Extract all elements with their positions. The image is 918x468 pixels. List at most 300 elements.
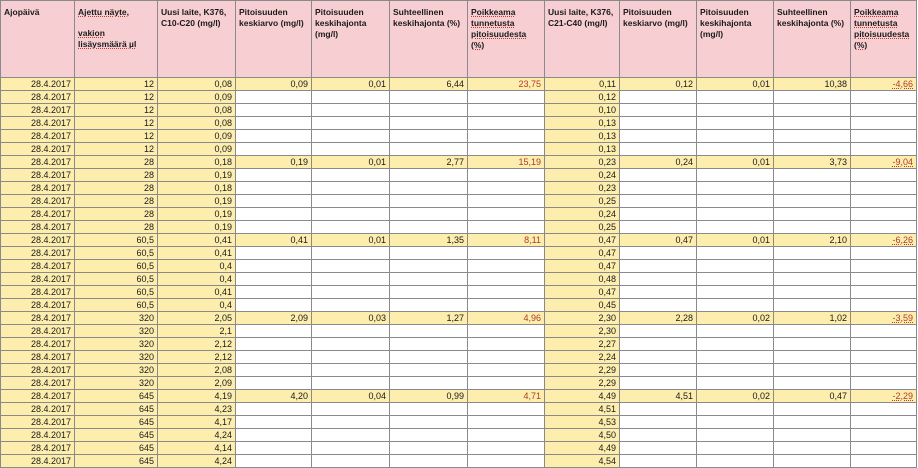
cell-rsd-2[interactable]: 0,47 [774,390,851,403]
cell-date[interactable]: 28.4.2017 [1,455,75,468]
cell-date[interactable]: 28.4.2017 [1,195,75,208]
cell-avg-2[interactable] [620,286,697,299]
cell-date[interactable]: 28.4.2017 [1,169,75,182]
cell-sd-2[interactable] [697,416,774,429]
cell-sample-volume[interactable]: 12 [75,78,158,91]
cell-deviation-2[interactable] [851,377,917,390]
cell-sd-2[interactable] [697,260,774,273]
cell-c21-c40[interactable]: 2,30 [545,325,620,338]
cell-sample-volume[interactable]: 60,5 [75,273,158,286]
cell-sample-volume[interactable]: 320 [75,325,158,338]
header-deviation-2[interactable]: Poikkeama tunnetusta pitoisuudesta (%) [851,1,917,78]
header-deviation-1[interactable]: Poikkeama tunnetusta pitoisuudesta (%) [468,1,545,78]
cell-date[interactable]: 28.4.2017 [1,78,75,91]
cell-rsd-2[interactable] [774,130,851,143]
cell-deviation-2[interactable] [851,182,917,195]
cell-deviation-2[interactable] [851,338,917,351]
cell-sd-2[interactable] [697,117,774,130]
cell-avg-1[interactable] [236,91,312,104]
cell-rsd-1[interactable] [390,455,468,468]
cell-avg-1[interactable]: 0,19 [236,156,312,169]
cell-avg-2[interactable] [620,221,697,234]
cell-sd-2[interactable] [697,455,774,468]
cell-rsd-2[interactable]: 1,02 [774,312,851,325]
cell-date[interactable]: 28.4.2017 [1,182,75,195]
cell-sample-volume[interactable]: 320 [75,351,158,364]
cell-sample-volume[interactable]: 28 [75,169,158,182]
cell-deviation-1[interactable] [468,416,545,429]
cell-c10-c20[interactable]: 0,4 [158,299,236,312]
cell-date[interactable]: 28.4.2017 [1,442,75,455]
header-rsd-1[interactable]: Suhteellinen keskihajonta (%) [390,1,468,78]
cell-sample-volume[interactable]: 28 [75,156,158,169]
cell-c21-c40[interactable]: 4,49 [545,442,620,455]
cell-c21-c40[interactable]: 0,47 [545,286,620,299]
cell-date[interactable]: 28.4.2017 [1,325,75,338]
cell-c21-c40[interactable]: 4,51 [545,403,620,416]
cell-c21-c40[interactable]: 0,25 [545,221,620,234]
cell-c21-c40[interactable]: 2,24 [545,351,620,364]
cell-rsd-2[interactable] [774,325,851,338]
cell-c10-c20[interactable]: 0,18 [158,182,236,195]
cell-sd-2[interactable] [697,91,774,104]
cell-rsd-2[interactable] [774,442,851,455]
cell-deviation-2[interactable] [851,286,917,299]
cell-sample-volume[interactable]: 12 [75,91,158,104]
cell-deviation-2[interactable] [851,247,917,260]
cell-date[interactable]: 28.4.2017 [1,104,75,117]
cell-rsd-1[interactable] [390,338,468,351]
cell-c10-c20[interactable]: 2,09 [158,377,236,390]
cell-c21-c40[interactable]: 0,47 [545,234,620,247]
cell-avg-1[interactable] [236,221,312,234]
cell-sample-volume[interactable]: 12 [75,104,158,117]
cell-sd-2[interactable] [697,377,774,390]
cell-date[interactable]: 28.4.2017 [1,208,75,221]
cell-rsd-1[interactable] [390,442,468,455]
cell-avg-2[interactable] [620,416,697,429]
cell-date[interactable]: 28.4.2017 [1,338,75,351]
cell-avg-2[interactable] [620,429,697,442]
cell-rsd-1[interactable] [390,104,468,117]
cell-deviation-1[interactable] [468,143,545,156]
cell-avg-1[interactable]: 0,41 [236,234,312,247]
cell-c10-c20[interactable]: 4,19 [158,390,236,403]
cell-avg-1[interactable] [236,273,312,286]
cell-c10-c20[interactable]: 0,18 [158,156,236,169]
cell-sd-1[interactable] [312,260,390,273]
cell-avg-1[interactable] [236,416,312,429]
header-sd-1[interactable]: Pitoisuuden keskihajonta (mg/l) [312,1,390,78]
cell-sd-1[interactable] [312,377,390,390]
cell-avg-2[interactable] [620,455,697,468]
cell-avg-2[interactable] [620,403,697,416]
cell-date[interactable]: 28.4.2017 [1,299,75,312]
cell-sd-1[interactable]: 0,03 [312,312,390,325]
cell-deviation-1[interactable] [468,260,545,273]
cell-sd-2[interactable] [697,221,774,234]
cell-c10-c20[interactable]: 0,19 [158,208,236,221]
cell-sample-volume[interactable]: 320 [75,338,158,351]
cell-deviation-2[interactable]: -3,59 [851,312,917,325]
cell-c10-c20[interactable]: 0,19 [158,195,236,208]
cell-sd-2[interactable] [697,338,774,351]
cell-sample-volume[interactable]: 28 [75,195,158,208]
cell-rsd-2[interactable] [774,299,851,312]
cell-c21-c40[interactable]: 0,13 [545,117,620,130]
cell-date[interactable]: 28.4.2017 [1,286,75,299]
cell-c21-c40[interactable]: 0,47 [545,260,620,273]
cell-date[interactable]: 28.4.2017 [1,390,75,403]
cell-rsd-1[interactable] [390,195,468,208]
cell-c10-c20[interactable]: 0,08 [158,117,236,130]
cell-sd-2[interactable] [697,273,774,286]
cell-rsd-2[interactable] [774,416,851,429]
cell-deviation-2[interactable] [851,403,917,416]
cell-rsd-2[interactable] [774,338,851,351]
cell-c21-c40[interactable]: 0,48 [545,273,620,286]
cell-avg-2[interactable] [620,182,697,195]
cell-deviation-1[interactable] [468,169,545,182]
cell-deviation-2[interactable] [851,455,917,468]
cell-deviation-1[interactable] [468,247,545,260]
cell-deviation-2[interactable] [851,221,917,234]
cell-deviation-2[interactable] [851,416,917,429]
cell-sample-volume[interactable]: 320 [75,364,158,377]
cell-c21-c40[interactable]: 0,10 [545,104,620,117]
cell-rsd-1[interactable] [390,182,468,195]
cell-date[interactable]: 28.4.2017 [1,234,75,247]
cell-rsd-2[interactable] [774,117,851,130]
cell-deviation-2[interactable]: -6,26 [851,234,917,247]
cell-sample-volume[interactable]: 60,5 [75,234,158,247]
cell-deviation-1[interactable]: 15,19 [468,156,545,169]
cell-deviation-1[interactable] [468,104,545,117]
cell-deviation-1[interactable] [468,91,545,104]
cell-avg-1[interactable] [236,338,312,351]
cell-c10-c20[interactable]: 0,19 [158,221,236,234]
cell-rsd-2[interactable] [774,182,851,195]
cell-sd-2[interactable] [697,104,774,117]
header-date[interactable]: Ajopäivä [1,1,75,78]
cell-sd-2[interactable] [697,169,774,182]
cell-c10-c20[interactable]: 4,17 [158,416,236,429]
cell-sd-2[interactable] [697,325,774,338]
cell-avg-2[interactable] [620,442,697,455]
cell-c10-c20[interactable]: 0,08 [158,104,236,117]
header-rsd-2[interactable]: Suhteellinen keskihajonta (%) [774,1,851,78]
cell-sd-1[interactable] [312,130,390,143]
cell-sd-2[interactable] [697,299,774,312]
cell-deviation-2[interactable]: -4,66 [851,78,917,91]
cell-deviation-2[interactable] [851,429,917,442]
cell-deviation-1[interactable] [468,351,545,364]
cell-rsd-1[interactable]: 0,99 [390,390,468,403]
cell-avg-1[interactable] [236,364,312,377]
header-c10-c20[interactable]: Uusi laite, K376, C10-C20 (mg/l) [158,1,236,78]
cell-avg-2[interactable] [620,91,697,104]
cell-date[interactable]: 28.4.2017 [1,416,75,429]
cell-avg-1[interactable] [236,429,312,442]
cell-rsd-1[interactable] [390,260,468,273]
cell-rsd-2[interactable] [774,260,851,273]
cell-deviation-2[interactable] [851,208,917,221]
cell-sd-1[interactable]: 0,01 [312,156,390,169]
cell-c21-c40[interactable]: 0,13 [545,143,620,156]
cell-date[interactable]: 28.4.2017 [1,143,75,156]
cell-c10-c20[interactable]: 2,08 [158,364,236,377]
cell-c21-c40[interactable]: 2,27 [545,338,620,351]
cell-rsd-2[interactable] [774,377,851,390]
cell-avg-1[interactable] [236,169,312,182]
header-c21-c40[interactable]: Uusi laite, K376, C21-C40 (mg/l) [545,1,620,78]
cell-rsd-1[interactable] [390,325,468,338]
cell-rsd-1[interactable]: 2,77 [390,156,468,169]
cell-sd-1[interactable] [312,169,390,182]
cell-deviation-1[interactable] [468,221,545,234]
cell-sd-1[interactable] [312,442,390,455]
cell-avg-2[interactable] [620,325,697,338]
cell-avg-2[interactable] [620,169,697,182]
cell-avg-2[interactable] [620,130,697,143]
header-sample[interactable]: Ajettu näyte, vakion lisäysmäärä µl [75,1,158,78]
cell-rsd-1[interactable] [390,221,468,234]
cell-sd-1[interactable] [312,429,390,442]
cell-deviation-2[interactable] [851,130,917,143]
header-sd-2[interactable]: Pitoisuuden keskihajonta (mg/l) [697,1,774,78]
cell-avg-2[interactable] [620,117,697,130]
cell-sample-volume[interactable]: 28 [75,208,158,221]
cell-deviation-2[interactable] [851,364,917,377]
cell-c21-c40[interactable]: 0,24 [545,169,620,182]
cell-avg-2[interactable] [620,260,697,273]
cell-rsd-2[interactable] [774,351,851,364]
cell-sd-1[interactable] [312,104,390,117]
cell-c21-c40[interactable]: 0,24 [545,208,620,221]
cell-rsd-1[interactable] [390,416,468,429]
cell-sample-volume[interactable]: 320 [75,312,158,325]
cell-deviation-1[interactable] [468,377,545,390]
cell-rsd-2[interactable] [774,403,851,416]
cell-c10-c20[interactable]: 0,41 [158,286,236,299]
cell-avg-2[interactable]: 0,47 [620,234,697,247]
cell-rsd-1[interactable] [390,299,468,312]
cell-avg-2[interactable] [620,364,697,377]
cell-c10-c20[interactable]: 0,19 [158,169,236,182]
header-avg-2[interactable]: Pitoisuuden keskiarvo (mg/l) [620,1,697,78]
cell-rsd-1[interactable] [390,208,468,221]
cell-deviation-1[interactable] [468,325,545,338]
cell-sample-volume[interactable]: 645 [75,429,158,442]
cell-avg-2[interactable] [620,351,697,364]
cell-sd-1[interactable] [312,221,390,234]
cell-deviation-2[interactable] [851,325,917,338]
cell-deviation-2[interactable] [851,169,917,182]
cell-avg-1[interactable] [236,442,312,455]
cell-rsd-2[interactable] [774,143,851,156]
cell-deviation-1[interactable] [468,364,545,377]
cell-sample-volume[interactable]: 28 [75,182,158,195]
cell-avg-2[interactable] [620,273,697,286]
cell-rsd-2[interactable]: 10,38 [774,78,851,91]
cell-deviation-1[interactable] [468,442,545,455]
cell-date[interactable]: 28.4.2017 [1,351,75,364]
cell-c10-c20[interactable]: 0,09 [158,91,236,104]
cell-avg-1[interactable]: 2,09 [236,312,312,325]
cell-sd-2[interactable]: 0,01 [697,234,774,247]
cell-c10-c20[interactable]: 0,41 [158,234,236,247]
cell-c21-c40[interactable]: 4,53 [545,416,620,429]
cell-date[interactable]: 28.4.2017 [1,117,75,130]
cell-sample-volume[interactable]: 645 [75,442,158,455]
cell-avg-1[interactable]: 0,09 [236,78,312,91]
cell-avg-2[interactable]: 4,51 [620,390,697,403]
cell-c21-c40[interactable]: 4,50 [545,429,620,442]
cell-avg-1[interactable] [236,299,312,312]
cell-deviation-1[interactable] [468,299,545,312]
cell-sample-volume[interactable]: 12 [75,130,158,143]
cell-c21-c40[interactable]: 0,23 [545,182,620,195]
cell-c21-c40[interactable]: 2,30 [545,312,620,325]
cell-rsd-2[interactable] [774,208,851,221]
cell-c10-c20[interactable]: 0,4 [158,273,236,286]
cell-rsd-1[interactable]: 1,35 [390,234,468,247]
cell-rsd-1[interactable] [390,364,468,377]
cell-avg-1[interactable] [236,182,312,195]
cell-deviation-2[interactable]: -2,29 [851,390,917,403]
cell-sd-1[interactable] [312,338,390,351]
cell-c10-c20[interactable]: 0,4 [158,260,236,273]
cell-date[interactable]: 28.4.2017 [1,403,75,416]
cell-avg-1[interactable] [236,143,312,156]
cell-deviation-1[interactable] [468,195,545,208]
cell-deviation-2[interactable] [851,104,917,117]
cell-sd-1[interactable] [312,455,390,468]
cell-avg-1[interactable]: 4,20 [236,390,312,403]
cell-sample-volume[interactable]: 60,5 [75,299,158,312]
cell-rsd-1[interactable] [390,91,468,104]
cell-rsd-2[interactable] [774,429,851,442]
cell-sd-2[interactable]: 0,01 [697,156,774,169]
cell-deviation-2[interactable] [851,117,917,130]
cell-c10-c20[interactable]: 4,14 [158,442,236,455]
cell-sample-volume[interactable]: 60,5 [75,247,158,260]
cell-avg-2[interactable] [620,338,697,351]
cell-date[interactable]: 28.4.2017 [1,156,75,169]
cell-c10-c20[interactable]: 4,24 [158,455,236,468]
cell-sd-2[interactable]: 0,01 [697,78,774,91]
cell-date[interactable]: 28.4.2017 [1,260,75,273]
cell-rsd-1[interactable] [390,286,468,299]
cell-rsd-2[interactable]: 2,10 [774,234,851,247]
cell-avg-2[interactable]: 0,12 [620,78,697,91]
cell-sd-1[interactable] [312,208,390,221]
cell-c10-c20[interactable]: 0,09 [158,143,236,156]
cell-deviation-2[interactable] [851,91,917,104]
cell-c10-c20[interactable]: 2,12 [158,351,236,364]
cell-sd-2[interactable] [697,286,774,299]
cell-deviation-2[interactable] [851,442,917,455]
cell-sd-1[interactable] [312,117,390,130]
cell-sd-1[interactable] [312,182,390,195]
cell-sd-2[interactable] [697,195,774,208]
cell-date[interactable]: 28.4.2017 [1,377,75,390]
cell-sd-1[interactable] [312,351,390,364]
cell-avg-2[interactable]: 2,28 [620,312,697,325]
cell-date[interactable]: 28.4.2017 [1,247,75,260]
cell-deviation-1[interactable] [468,403,545,416]
cell-date[interactable]: 28.4.2017 [1,429,75,442]
cell-sample-volume[interactable]: 645 [75,403,158,416]
cell-deviation-2[interactable] [851,195,917,208]
cell-rsd-1[interactable] [390,377,468,390]
cell-sd-1[interactable] [312,247,390,260]
cell-avg-1[interactable] [236,195,312,208]
cell-avg-1[interactable] [236,247,312,260]
cell-c10-c20[interactable]: 4,24 [158,429,236,442]
cell-avg-1[interactable] [236,377,312,390]
cell-sd-2[interactable] [697,247,774,260]
cell-date[interactable]: 28.4.2017 [1,364,75,377]
cell-sd-1[interactable] [312,286,390,299]
cell-avg-1[interactable] [236,286,312,299]
cell-c21-c40[interactable]: 4,54 [545,455,620,468]
cell-sample-volume[interactable]: 645 [75,455,158,468]
cell-c21-c40[interactable]: 0,25 [545,195,620,208]
cell-sample-volume[interactable]: 12 [75,143,158,156]
cell-avg-2[interactable] [620,195,697,208]
cell-rsd-2[interactable] [774,195,851,208]
cell-deviation-1[interactable] [468,455,545,468]
cell-rsd-2[interactable] [774,221,851,234]
cell-sd-2[interactable] [697,442,774,455]
cell-rsd-2[interactable] [774,286,851,299]
cell-deviation-1[interactable]: 23,75 [468,78,545,91]
cell-deviation-1[interactable] [468,273,545,286]
cell-avg-1[interactable] [236,325,312,338]
cell-sd-1[interactable] [312,273,390,286]
cell-deviation-1[interactable] [468,130,545,143]
cell-sd-1[interactable] [312,143,390,156]
cell-sd-1[interactable]: 0,04 [312,390,390,403]
cell-c10-c20[interactable]: 0,09 [158,130,236,143]
cell-avg-2[interactable] [620,299,697,312]
cell-sd-2[interactable] [697,351,774,364]
cell-c10-c20[interactable]: 2,12 [158,338,236,351]
header-avg-1[interactable]: Pitoisuuden keskiarvo (mg/l) [236,1,312,78]
cell-sd-1[interactable] [312,416,390,429]
cell-sd-2[interactable]: 0,02 [697,390,774,403]
cell-sd-2[interactable] [697,143,774,156]
cell-rsd-2[interactable]: 3,73 [774,156,851,169]
cell-deviation-1[interactable]: 4,96 [468,312,545,325]
cell-c21-c40[interactable]: 0,12 [545,91,620,104]
cell-sample-volume[interactable]: 60,5 [75,286,158,299]
cell-c21-c40[interactable]: 2,29 [545,364,620,377]
cell-avg-2[interactable] [620,143,697,156]
cell-sd-2[interactable] [697,182,774,195]
cell-c10-c20[interactable]: 2,1 [158,325,236,338]
cell-c21-c40[interactable]: 0,13 [545,130,620,143]
cell-rsd-1[interactable] [390,130,468,143]
cell-sd-1[interactable]: 0,01 [312,78,390,91]
cell-rsd-2[interactable] [774,364,851,377]
cell-date[interactable]: 28.4.2017 [1,273,75,286]
cell-date[interactable]: 28.4.2017 [1,130,75,143]
cell-deviation-2[interactable] [851,299,917,312]
cell-rsd-1[interactable] [390,273,468,286]
cell-c10-c20[interactable]: 4,23 [158,403,236,416]
